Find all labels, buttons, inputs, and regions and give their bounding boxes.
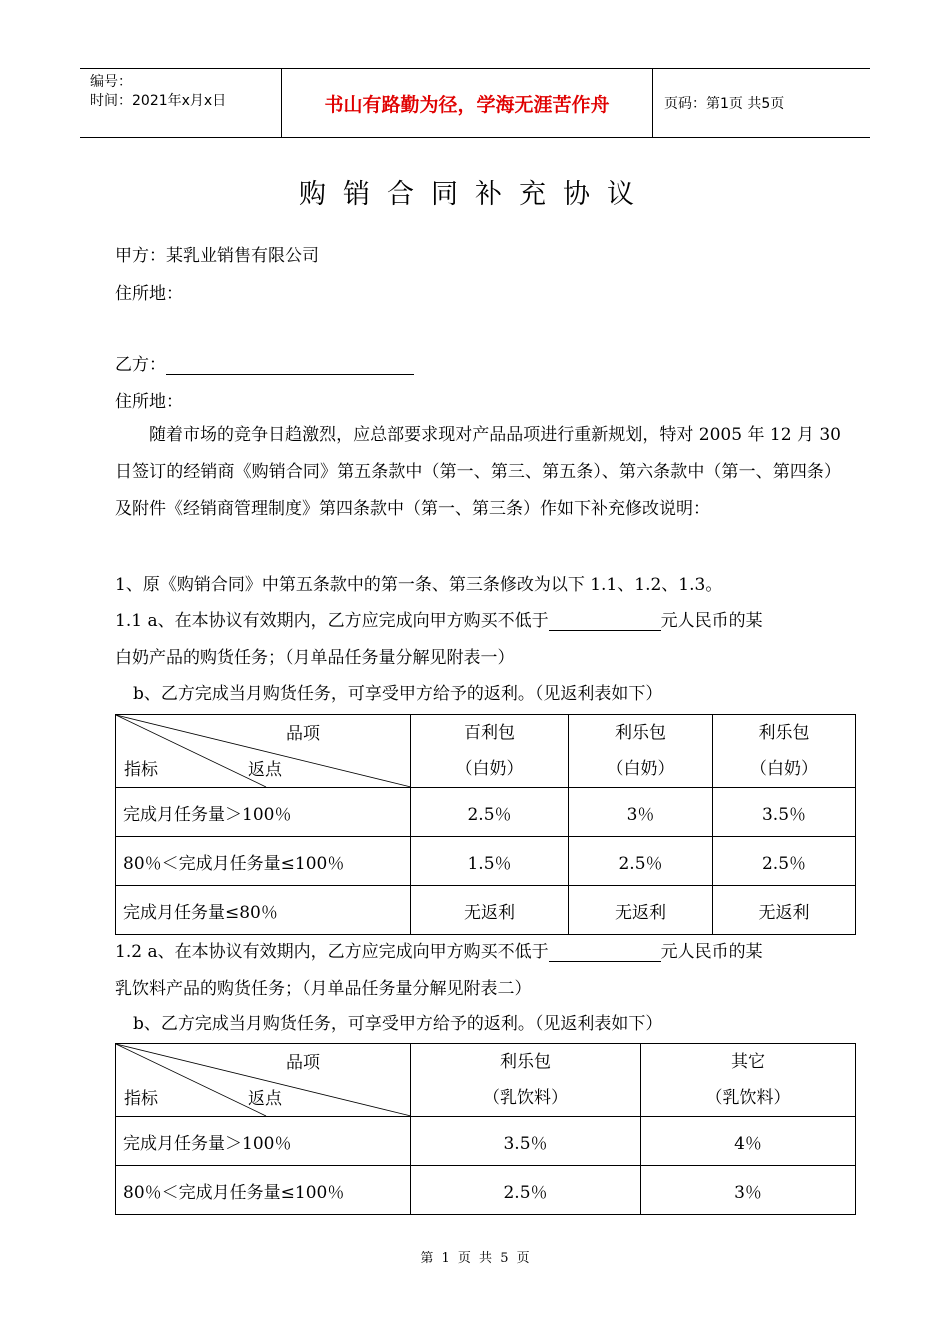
rebate-table-2 — [115, 1043, 856, 1215]
intro-paragraph: 随着市场的竞争日趋激烈，应总部要求现对产品品项进行重新规划，特对 2005 年 12 月 30 日签订的经销商《购销合同》第五条款中（第一、第三、第五条）、第六条款中（第一、第四条）及附件《经销商管理制度》第四条款中（第一、第三条）作如下补充修改说明： — [115, 425, 841, 519]
table1-diagonal-header — [116, 715, 411, 788]
table-row: 完成月任务量＞100％ 3.5％ 4％ — [116, 1117, 856, 1166]
header-meta — [80, 69, 280, 137]
clause-1-2-suffix: 元人民币的某 — [660, 942, 763, 962]
header-pinxiang: 品项 — [286, 724, 320, 744]
table1-col-3: 利乐包 （白奶） — [713, 715, 856, 788]
clause-1-2-a — [115, 937, 763, 962]
table-row: 80％＜完成月任务量≤100％ 2.5％ 3％ — [116, 1166, 856, 1215]
party-b-blank — [166, 354, 414, 375]
header-slogan: 书山有路勤为径，学海无涯苦作舟 — [281, 69, 653, 137]
doc-time-label: 时间：2021年x月x日 — [90, 93, 227, 109]
clause-1-2-prefix: 1.2 a、在本协议有效期内，乙方应完成向甲方购买不低于 — [115, 942, 549, 962]
table1-col-1: 百利包 （白奶） — [411, 715, 569, 788]
header-pinxiang: 品项 — [286, 1053, 320, 1073]
party-a: 甲方：某乳业销售有限公司 — [115, 246, 319, 266]
document-title: 购销合同补充协议 — [299, 179, 651, 210]
table-row: 完成月任务量＞100％ 2.5％ 3％ 3.5％ — [116, 788, 856, 837]
table2-diagonal-header — [116, 1044, 411, 1117]
amount-blank-2 — [549, 941, 661, 962]
clause-1-1-b: b、乙方完成当月购货任务，可享受甲方给予的返利。（见返利表如下） — [133, 684, 663, 704]
page-footer: 第 1 页 共 5 页 — [420, 1251, 530, 1266]
header-zhibiao: 指标 — [124, 760, 158, 780]
clause-1-2-line2: 乳饮料产品的购货任务；（月单品任务量分解见附表二） — [115, 979, 532, 999]
table2-col-2: 其它 （乳饮料） — [641, 1044, 856, 1117]
party-b-label: 乙方： — [115, 355, 166, 375]
clause-1-2-b: b、乙方完成当月购货任务，可享受甲方给予的返利。（见返利表如下） — [133, 1014, 663, 1034]
page-header — [80, 68, 870, 138]
header-zhibiao: 指标 — [124, 1089, 158, 1109]
clause-1-1-suffix: 元人民币的某 — [660, 611, 763, 631]
header-fandian: 返点 — [248, 1089, 282, 1109]
clause-1-1-prefix: 1.1 a、在本协议有效期内，乙方应完成向甲方购买不低于 — [115, 611, 549, 631]
header-fandian: 返点 — [248, 760, 282, 780]
clause-1-1-a — [115, 606, 763, 631]
clause-1-1-line2: 白奶产品的购货任务；（月单品任务量分解见附表一） — [115, 648, 515, 668]
table-row: 80％＜完成月任务量≤100％ 1.5％ 2.5％ 2.5％ — [116, 837, 856, 886]
header-page-code: 页码：第1页 共5页 — [664, 96, 785, 112]
party-b — [115, 350, 414, 375]
doc-number-label: 编号： — [90, 74, 132, 90]
rebate-table-1 — [115, 714, 856, 935]
amount-blank-1 — [549, 610, 661, 631]
table-row: 完成月任务量≤80％ 无返利 无返利 无返利 — [116, 886, 856, 935]
table1-col-2: 利乐包 （白奶） — [569, 715, 713, 788]
clause-1: 1、原《购销合同》中第五条款中的第一条、第三条修改为以下 1.1、1.2、1.3。 — [115, 575, 723, 595]
party-b-address: 住所地： — [115, 392, 183, 412]
table2-col-1: 利乐包 （乳饮料） — [411, 1044, 641, 1117]
party-a-address: 住所地： — [115, 284, 183, 304]
